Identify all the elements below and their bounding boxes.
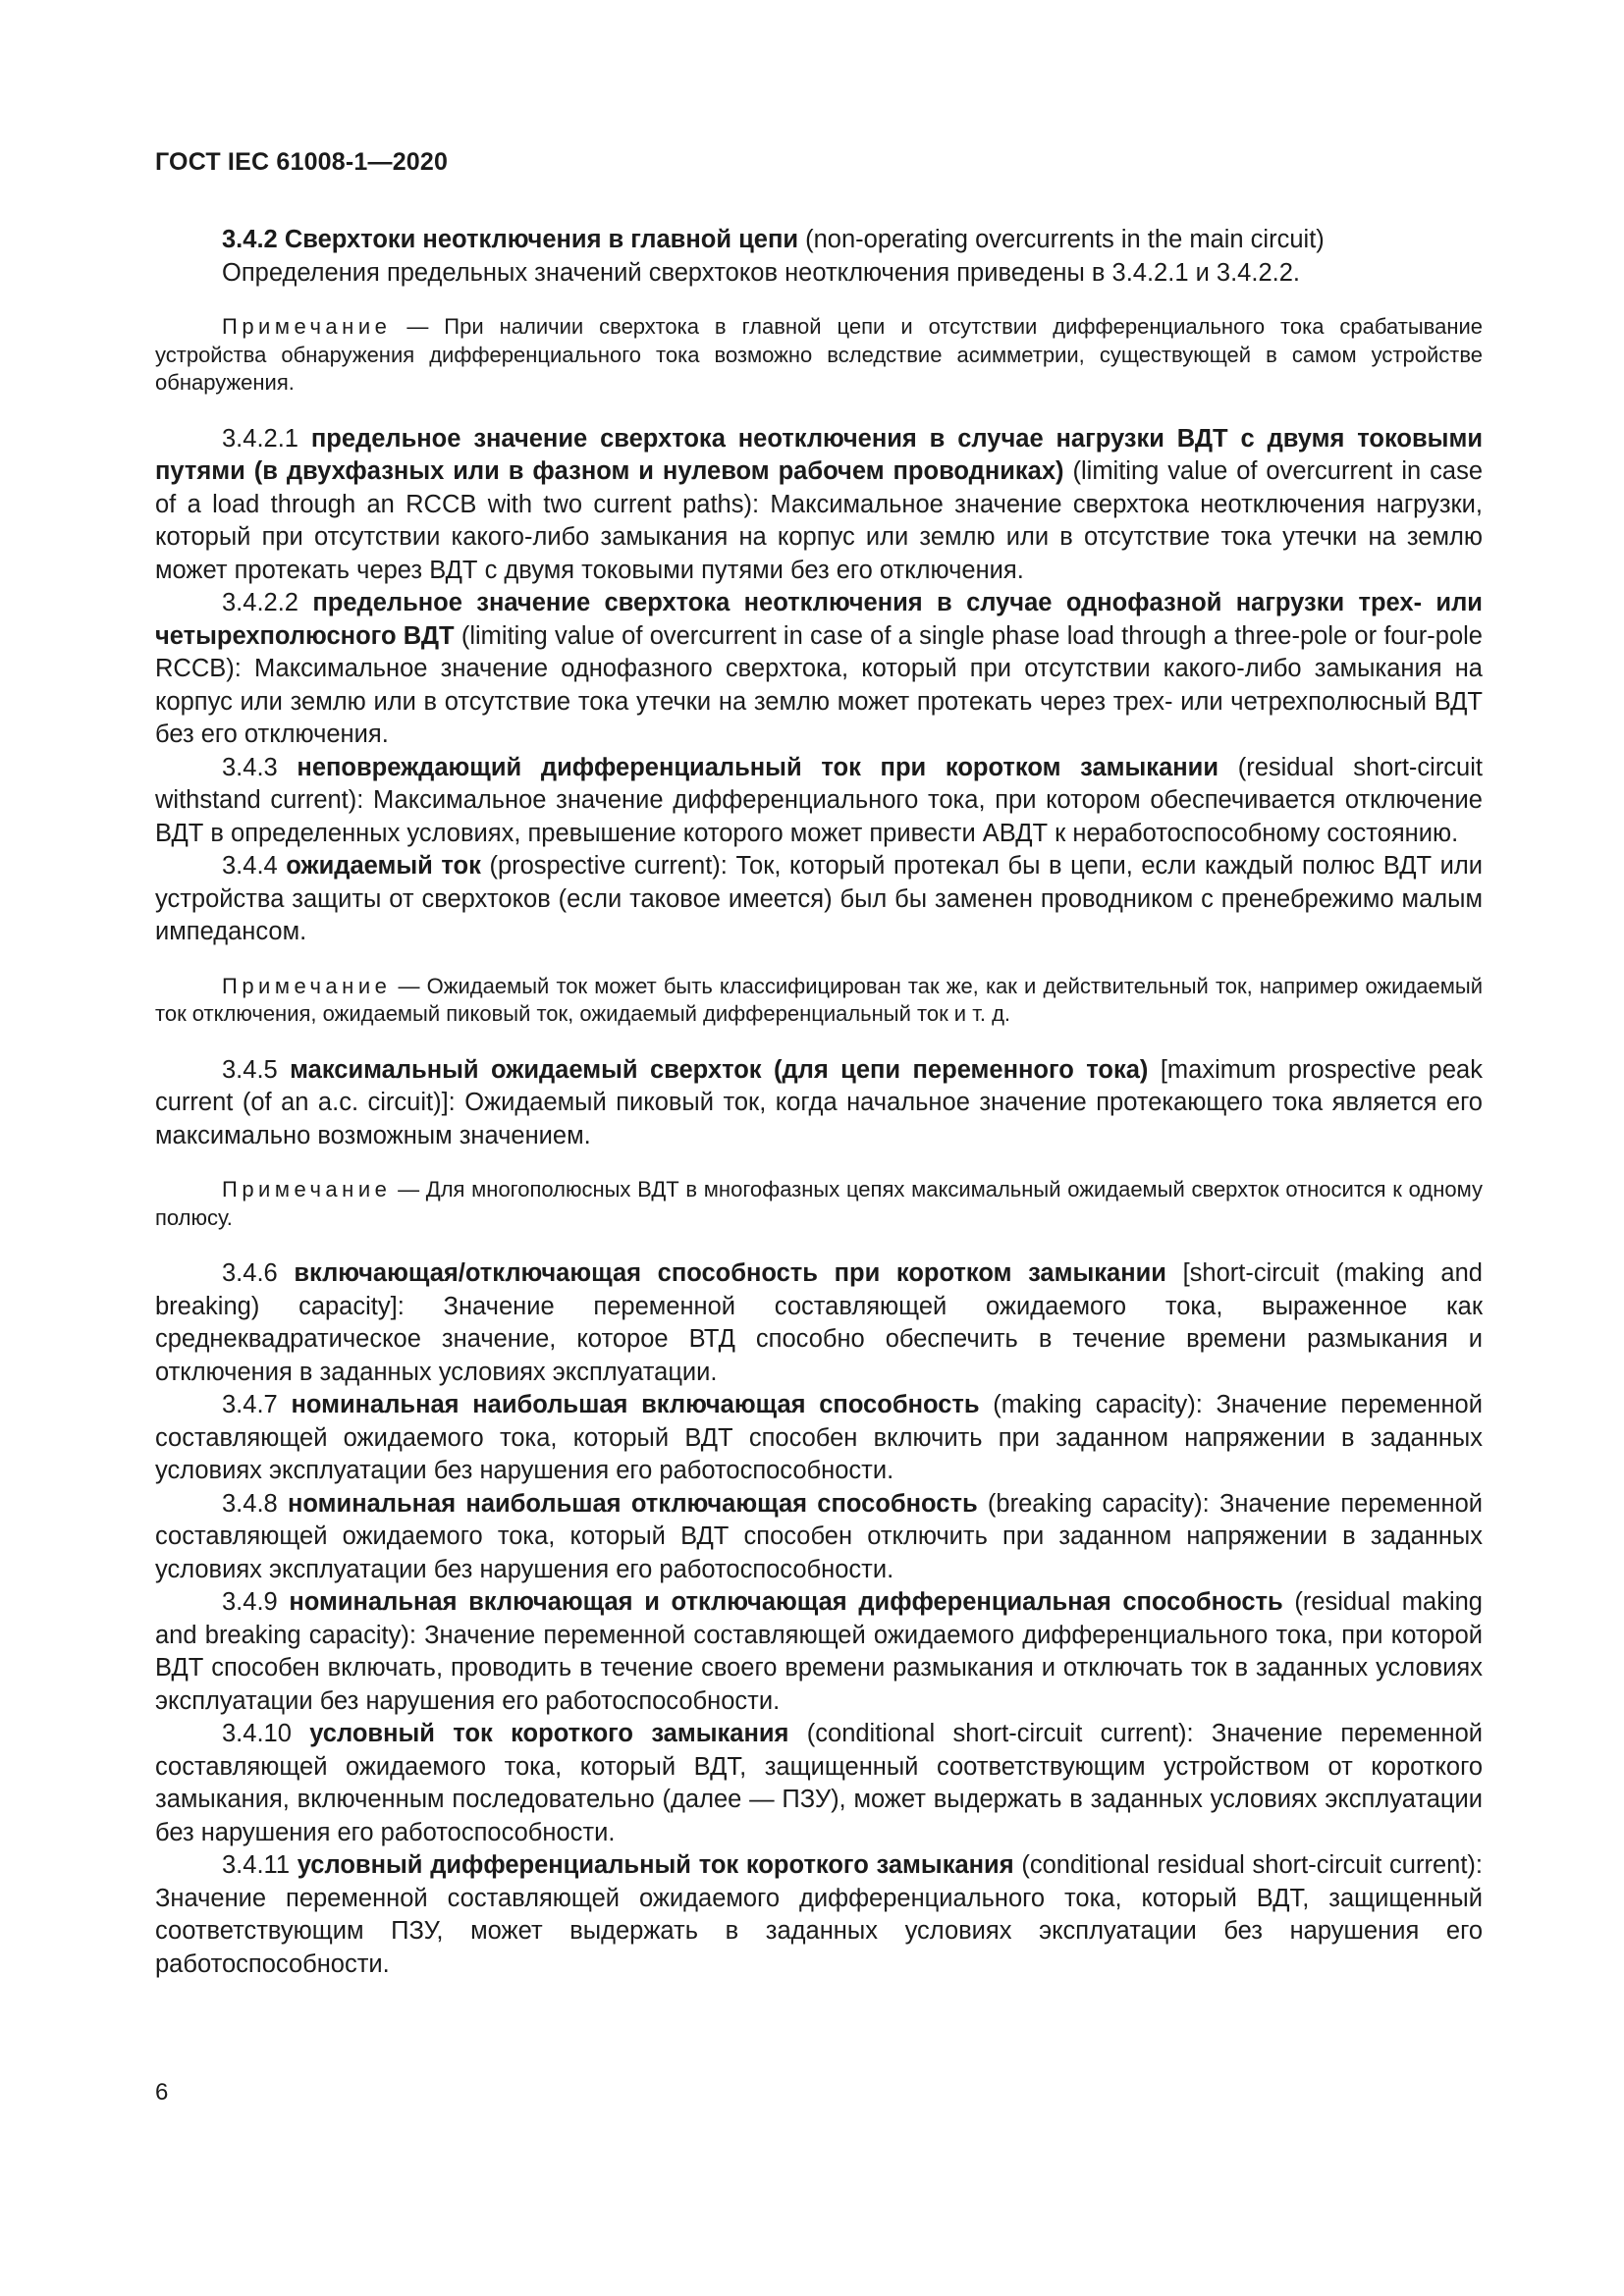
definition-text: (breaking capacity): Значение переменной составляющей ожидаемого тока, который ВДТ способен отключить при заданном напряжении в заданных условиях эксплуатации без нарушения его работоспособности. [155,1489,1483,1583]
definition-text: (conditional short-circuit current): Значение переменной составляющей ожидаемого тока, который ВДТ, защищенный соответствующим устройством от короткого замыкания, включенным последовательно (далее — ПЗУ), может выдержать в заданных условиях эксплуатации без нарушения его работоспособности. [155,1720,1484,1846]
definition-3-4-7 [155,1389,1483,1488]
definition-3-4-9 [155,1586,1483,1718]
definition-text: [maximum prospective peak current (of an a.c. circuit)]: Ожидаемый пиковый ток, когда начальное значение протекающего тока является его максимально возможным значением. [155,1055,1483,1149]
page-content [155,224,1483,1981]
definition-number: 3.4.2.2 [222,589,313,616]
note-text: — При наличии сверхтока в главной цепи и отсутствии дифференциального тока срабатывание устройства обнаружения дифференциального тока возможно вследствие асимметрии, существующей в самом устройстве обнаружения. [155,314,1483,395]
definition-number: 3.4.7 [222,1391,292,1418]
definition-text: (residual making and breaking capacity): Значение переменной составляющей ожидаемого дифференциального тока, при которой ВДТ способен включать, проводить в течение своего времени размыкания и отключать ток в заданных условиях эксплуатации без нарушения его работоспособности. [155,1588,1483,1715]
definition-number: 3.4.3 [222,753,298,781]
definition-term: условный ток короткого замыкания [309,1720,789,1747]
page-number: 6 [155,2079,169,2106]
definition-3-4-10 [155,1718,1483,1849]
section-3-4-2-text: Определения предельных значений сверхтоков неотключения приведены в 3.4.2.1 и 3.4.2.2. [222,258,1300,287]
definition-text: (conditional residual short-circuit current): Значение переменной составляющей ожидаемого дифференциального тока, который ВДТ, защищенный соответствующим ПЗУ, может выдержать в заданных условиях эксплуатации без нарушения его работоспособности. [155,1851,1483,1978]
definition-number: 3.4.5 [222,1055,291,1084]
definition-3-4-8 [155,1488,1483,1587]
document-header: ГОСТ IEC 61008-1—2020 [155,148,449,176]
definition-3-4-3 [155,752,1483,851]
definition-term: номинальная включающая и отключающая дифференциальная способность [289,1588,1283,1616]
definition-text: (limiting value of overcurrent in case of a single phase load through a three-pole or four-pole RCCB): Максимальное значение однофазного сверхтока, который при отсутствии какого-либо замыкания на корпус или землю или в отсутствие тока утечки на землю может протекать через трех- или четрехполюсный ВДТ без его отключения. [155,621,1483,748]
definition-3-4-2-2 [155,587,1483,752]
definition-number: 3.4.9 [222,1588,290,1616]
definition-3-4-5 [155,1054,1483,1153]
term-english: (non-operating overcurrents in the main circuit) [798,226,1325,253]
definition-term: номинальная наибольшая отключающая способность [288,1489,978,1518]
definition-term: включающая/отключающая способность при коротком замыкании [294,1259,1166,1287]
definition-term: предельное значение сверхтока неотключения в случае нагрузки ВДТ с двумя токовыми путями (в двухфазных или в фазном и нулевом рабочем проводниках) [155,424,1483,485]
definition-term: условный дифференциальный ток короткого замыкания [297,1851,1014,1879]
definition-number: 3.4.10 [222,1720,310,1747]
section-3-4-2-heading [222,224,1483,257]
note-2 [155,973,1483,1029]
definition-text: (limiting value of overcurrent in case of a load through an RCCB with two current paths): Максимальное значение сверхтока неотключения нагрузки, который при отсутствии какого-либо замыкания на корпус или землю или в отсутствие тока утечки на землю может протекать через ВДТ с двумя токовыми путями без его отключения. [155,457,1483,584]
definition-term: ожидаемый ток [286,852,481,880]
definition-number: 3.4.6 [222,1259,295,1287]
definition-number: 3.4.8 [222,1489,289,1518]
note-text: — Ожидаемый ток может быть классифицирован так же, как и действительный ток, например ожидаемый ток отключения, ожидаемый пиковый ток, ожидаемый дифференциальный ток и т. д. [155,973,1483,1026]
definition-term: неповреждающий дифференциальный ток при коротком замыкании [297,753,1219,781]
definition-text: (making capacity): Значение переменной составляющей ожидаемого тока, который ВДТ способен включить при заданном напряжении в заданных условиях эксплуатации без нарушения его работоспособности. [155,1391,1483,1484]
definition-3-4-11 [155,1849,1483,1981]
definition-number: 3.4.11 [222,1851,298,1879]
section-number: 3.4.2 [222,226,278,253]
definition-term: номинальная наибольшая включающая способность [291,1391,980,1418]
definition-term: предельное значение сверхтока неотключения в случае однофазной нагрузки трех- или четырехполюсного ВДТ [155,589,1483,650]
note-label: Примечание [222,973,392,998]
definition-3-4-4 [155,850,1483,949]
definition-number: 3.4.4 [222,852,287,880]
definition-3-4-2-1 [155,423,1483,588]
definition-number: 3.4.2.1 [222,424,311,453]
definition-text: (prospective current): Ток, который протекал бы в цепи, если каждый полюс ВДТ или устройства защиты от сверхтоков (если таковое имеется) был бы заменен проводником с пренебрежимо малым импедансом. [155,852,1483,945]
definition-3-4-6 [155,1257,1483,1389]
note-1 [155,313,1483,398]
definition-term: максимальный ожидаемый сверхток (для цепи переменного тока) [290,1055,1149,1084]
note-label: Примечание [222,314,392,339]
definition-text: (residual short-circuit withstand current): Максимальное значение дифференциального тока, при котором обеспечивается отключение ВДТ в определенных условиях, превышение которого может привести АВДТ к неработоспособному состоянию. [155,753,1483,847]
definition-text: [short-circuit (making and breaking) capacity]: Значение переменной составляющей ожидаемого тока, выраженное как среднеквадратическое значение, которое ВТД способно обеспечить в течение времени размыкания и отключения в заданных условиях эксплуатации. [155,1259,1483,1386]
term-title: Сверхтоки неотключения в главной цепи [284,226,799,253]
note-label: Примечание [222,1177,392,1201]
note-text: — Для многополюсных ВДТ в многофазных цепях максимальный ожидаемый сверхток относится к одному полюсу. [155,1177,1483,1230]
note-3 [155,1176,1483,1232]
